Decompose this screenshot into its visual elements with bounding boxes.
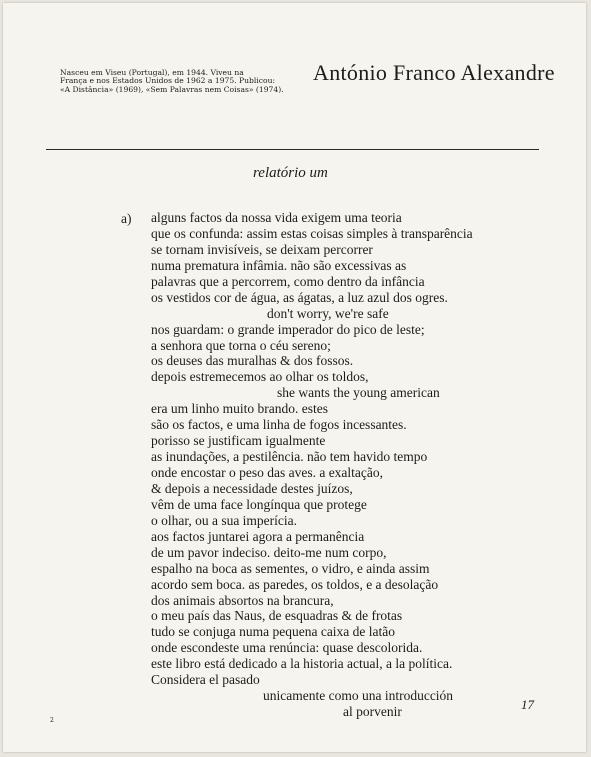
poem-line: o olhar, ou a sua imperícia. xyxy=(151,512,298,528)
poem-line: onde escondeste uma renúncia: quase descolorida. xyxy=(151,640,423,656)
poem-line: o meu país das Naus, de esquadras & de frotas xyxy=(151,608,403,624)
poem-line: al porvenir xyxy=(343,704,402,720)
poem-line: acordo sem boca. as paredes, os toldos, e a desolação xyxy=(151,576,439,592)
poem-line: dos animais absortos na brancura, xyxy=(151,592,334,608)
poem-line: nos guardam: o grande imperador do pico de leste; xyxy=(151,321,425,337)
poem-line: aos factos juntarei agora a permanência xyxy=(151,528,365,544)
page-number: 17 xyxy=(521,697,534,712)
poem-line: & depois a necessidade destes juízos, xyxy=(151,480,353,496)
book-page xyxy=(3,3,586,752)
poem-title: relatório um xyxy=(253,165,328,181)
poem-line: de um pavor indeciso. deito-me num corpo, xyxy=(151,544,387,560)
poem-line: vêm de uma face longínqua que protege xyxy=(151,496,367,512)
poem-line: don't worry, we're safe xyxy=(267,305,389,321)
section-marker: a) xyxy=(121,211,132,226)
author-name: António Franco Alexandre xyxy=(313,60,555,85)
poem-line: os vestidos cor de água, as ágatas, a luz azul dos ogres. xyxy=(151,289,448,305)
poem-line: era um linho muito brando. estes xyxy=(151,401,328,417)
poem-line: tudo se conjuga numa pequena caixa de latão xyxy=(151,624,396,640)
poem-line: onde encostar o peso das aves. a exaltação, xyxy=(151,465,384,480)
poem-line: alguns factos da nossa vida exigem uma teoria xyxy=(151,210,402,225)
poem-line: numa prematura infâmia. não são excessivas as xyxy=(151,257,407,273)
printer-signature: 2 xyxy=(50,717,54,724)
poem-line: são os factos, e uma linha de fogos incessantes. xyxy=(151,417,407,433)
poem-line: unicamente como una introducción xyxy=(263,688,454,704)
poem-line: as inundações, a pestilência. não tem havido tempo xyxy=(151,449,428,465)
poem-line: este libro está dedicado a la historia actual, a la política. xyxy=(151,656,453,672)
poem-line: os deuses das muralhas & dos fossos. xyxy=(151,353,354,369)
poem-line: que os confunda: assim estas coisas simples à transparência xyxy=(151,225,473,241)
poem-line: Considera el pasado xyxy=(151,672,260,688)
poem-line: a senhora que torna o céu sereno; xyxy=(151,337,331,353)
poem-line: porisso se justificam igualmente xyxy=(151,433,326,449)
poem-line: palavras que a percorrem, como dentro da infância xyxy=(151,273,425,289)
poem-body xyxy=(151,210,473,720)
header-rule xyxy=(46,149,539,150)
poem-line: she wants the young american xyxy=(277,385,440,401)
poem-line: espalho na boca as sementes, o vidro, e ainda assim xyxy=(151,560,430,576)
poem-line: depois estremecemos ao olhar os toldos, xyxy=(151,369,369,385)
author-bio: Nasceu em Viseu (Portugal), em 1944. Viveu na França e nos Estados Unidos de 1962 a 1975. Publicou: «A Distância» (1969), «Sem Palavras nem Coisas» (1974). xyxy=(60,68,284,94)
poem-line: se tornam invisíveis, se deixam percorrer xyxy=(151,241,373,257)
